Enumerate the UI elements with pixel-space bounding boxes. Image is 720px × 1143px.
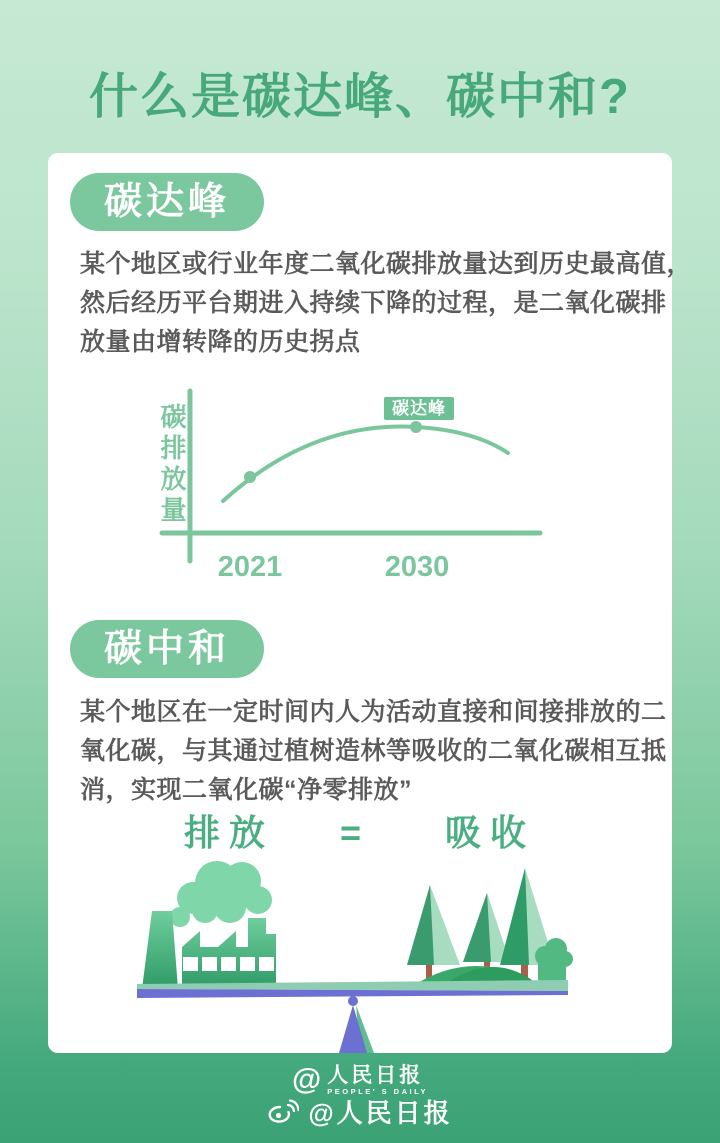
pine-tree-shadow	[500, 868, 529, 965]
equals-sign: =	[340, 812, 371, 853]
data-point-2030-peak	[410, 421, 422, 433]
weibo-handle-row	[267, 1099, 452, 1126]
emissions-peak-chart	[140, 383, 600, 601]
factory-icon	[142, 911, 276, 989]
pine-tree-shadow	[463, 893, 491, 962]
weibo-icon	[267, 1099, 299, 1126]
equation-absorption-label: 吸收	[445, 812, 536, 853]
x-tick-2021: 2021	[217, 551, 283, 583]
carbon-neutrality-description-line: 氧化碳，与其通过植树造林等吸收的二氧化碳相互抵	[80, 737, 667, 765]
forest-icon	[407, 868, 573, 987]
carbon-neutrality-description-line: 某个地区在一定时间内人为活动直接和间接排放的二	[80, 698, 667, 726]
x-tick-2030: 2030	[384, 551, 450, 583]
carbon-peak-description-line: 某个地区或行业年度二氧化碳排放量达到历史最高值，	[80, 250, 693, 278]
balance-scale-illustration	[120, 855, 600, 1053]
beam-pivot-pin	[348, 996, 358, 1006]
factory-smoke-cloud	[170, 861, 272, 927]
emissions-curve	[223, 427, 508, 501]
brand-name: 人民日报	[327, 1064, 424, 1087]
carbon-neutrality-badge: 碳中和	[70, 620, 264, 678]
footer-brand-block	[0, 1064, 720, 1126]
data-point-2021	[244, 471, 256, 483]
chart-y-axis-label: 碳排放量	[157, 403, 187, 527]
weibo-handle-text: @人民日报	[308, 1097, 453, 1128]
carbon-peak-description	[80, 245, 693, 362]
carbon-peak-description-line: 然后经历平台期进入持续下降的过程，是二氧化碳排	[80, 289, 667, 317]
content-card	[48, 153, 693, 1053]
pine-tree-shadow	[407, 885, 434, 965]
carbon-peak-badge: 碳达峰	[70, 173, 264, 231]
page-title: 什么是碳达峰、碳中和?	[89, 70, 631, 124]
at-sign-icon: @	[292, 1063, 322, 1097]
carbon-neutrality-description-line: 消，实现二氧化碳“净零排放”	[80, 776, 413, 804]
people-daily-logo	[292, 1064, 428, 1096]
carbon-peak-description-line: 放量由增转降的历史拐点	[80, 328, 361, 356]
equation-emission-label: 排放	[184, 812, 275, 853]
brand-subtitle: PEOPLE' S DAILY	[327, 1087, 428, 1097]
factory-windows	[183, 957, 274, 971]
peak-annotation-label: 碳达峰	[384, 397, 454, 420]
carbon-neutrality-description	[80, 693, 667, 810]
